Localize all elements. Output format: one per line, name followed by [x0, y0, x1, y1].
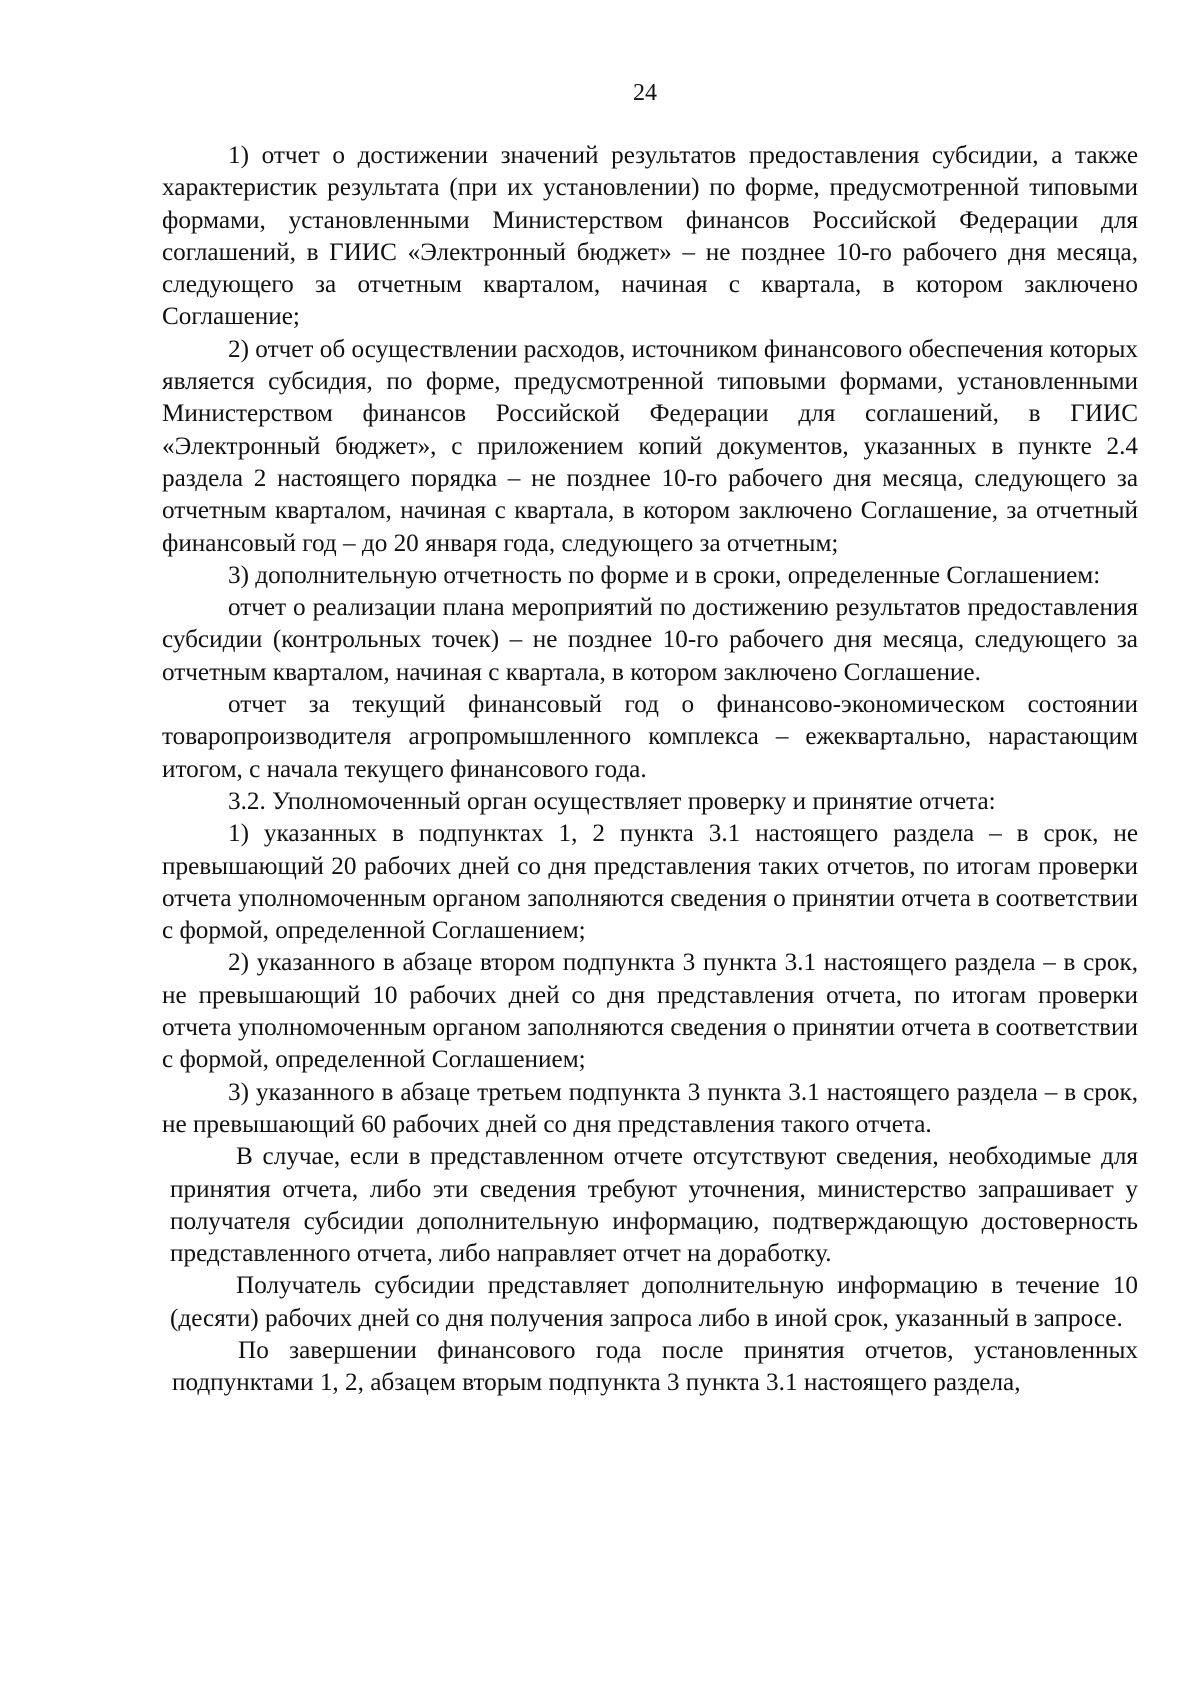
- paragraph-5: отчет за текущий финансовый год о финансово-экономическом состоянии товаропроизводителя агропромышленного комплекса – ежеквартально, нарастающим итогом, с начала текущего финансового года.: [162, 691, 1138, 783]
- paragraph-1: 1) отчет о достижении значений результатов предоставления субсидии, а также характеристик результата (при их установлении) по форме, предусмотренной типовыми формами, установленными Министерством финансов Российской Федерации для соглашений, в ГИИС «Электронный бюджет» – не позднее 10-го рабочего дня месяца, следующего за отчетным кварталом, начиная с квартала, в котором заключено Соглашение;: [162, 142, 1138, 331]
- paragraph-11: Получатель субсидии представляет дополнительную информацию в течение 10 (десяти) рабочих дней со дня получения запроса либо в иной срок, указанный в запросе.: [170, 1272, 1138, 1332]
- paragraph-8: 2) указанного в абзаце втором подпункта 3 пункта 3.1 настоящего раздела – в срок, не превышающий 10 рабочих дней со дня представления отчета, по итогам проверки отчета уполномоченным органом заполняются сведения о принятии отчета в соответствии с формой, определенной Соглашением;: [162, 949, 1138, 1074]
- paragraph-10: В случае, если в представленном отчете отсутствуют сведения, необходимые для принятия отчета, либо эти сведения требуют уточнения, министерство запрашивает у получателя субсидии дополнительную информацию, подтверждающую достоверность представленного отчета, либо направляет отчет на доработку.: [170, 1143, 1138, 1268]
- paragraph-7: 1) указанных в подпунктах 1, 2 пункта 3.1 настоящего раздела – в срок, не превышающий 20 рабочих дней со дня представления таких отчетов, по итогам проверки отчета уполномоченным органом заполняются сведения о принятии отчета в соответствии с формой, определенной Соглашением;: [162, 820, 1138, 945]
- paragraph-6: 3.2. Уполномоченный орган осуществляет проверку и принятие отчета:: [228, 787, 996, 815]
- paragraph-2: 2) отчет об осуществлении расходов, источником финансового обеспечения которых является субсидия, по форме, предусмотренной типовыми формами, установленными Министерством финансов Российской Федерации для соглашений, в ГИИС «Электронный бюджет», с приложением копий документов, указанных в пункте 2.4 раздела 2 настоящего порядка – не позднее 10-го рабочего дня месяца, следующего за отчетным кварталом, начиная с квартала, в котором заключено Соглашение, за отчетный финансовый год – до 20 января года, следующего за отчетным;: [162, 335, 1138, 557]
- document-body: [162, 140, 1138, 1400]
- paragraph-12: По завершении финансового года после принятия отчетов, установленных подпунктами 1, 2, абзацем вторым подпункта 3 пункта 3.1 настоящего раздела,: [172, 1336, 1138, 1397]
- page-number: 24: [633, 80, 657, 106]
- paragraph-4: отчет о реализации плана мероприятий по достижению результатов предоставления субсидии (контрольных точек) – не позднее 10-го рабочего дня месяца, следующего за отчетным кварталом, начиная с квартала, в котором заключено Соглашение.: [162, 594, 1138, 686]
- paragraph-9: 3) указанного в абзаце третьем подпункта 3 пункта 3.1 настоящего раздела – в срок, не превышающий 60 рабочих дней со дня представления такого отчета.: [162, 1078, 1138, 1138]
- paragraph-3: 3) дополнительную отчетность по форме и в сроки, определенные Соглашением:: [228, 561, 1101, 589]
